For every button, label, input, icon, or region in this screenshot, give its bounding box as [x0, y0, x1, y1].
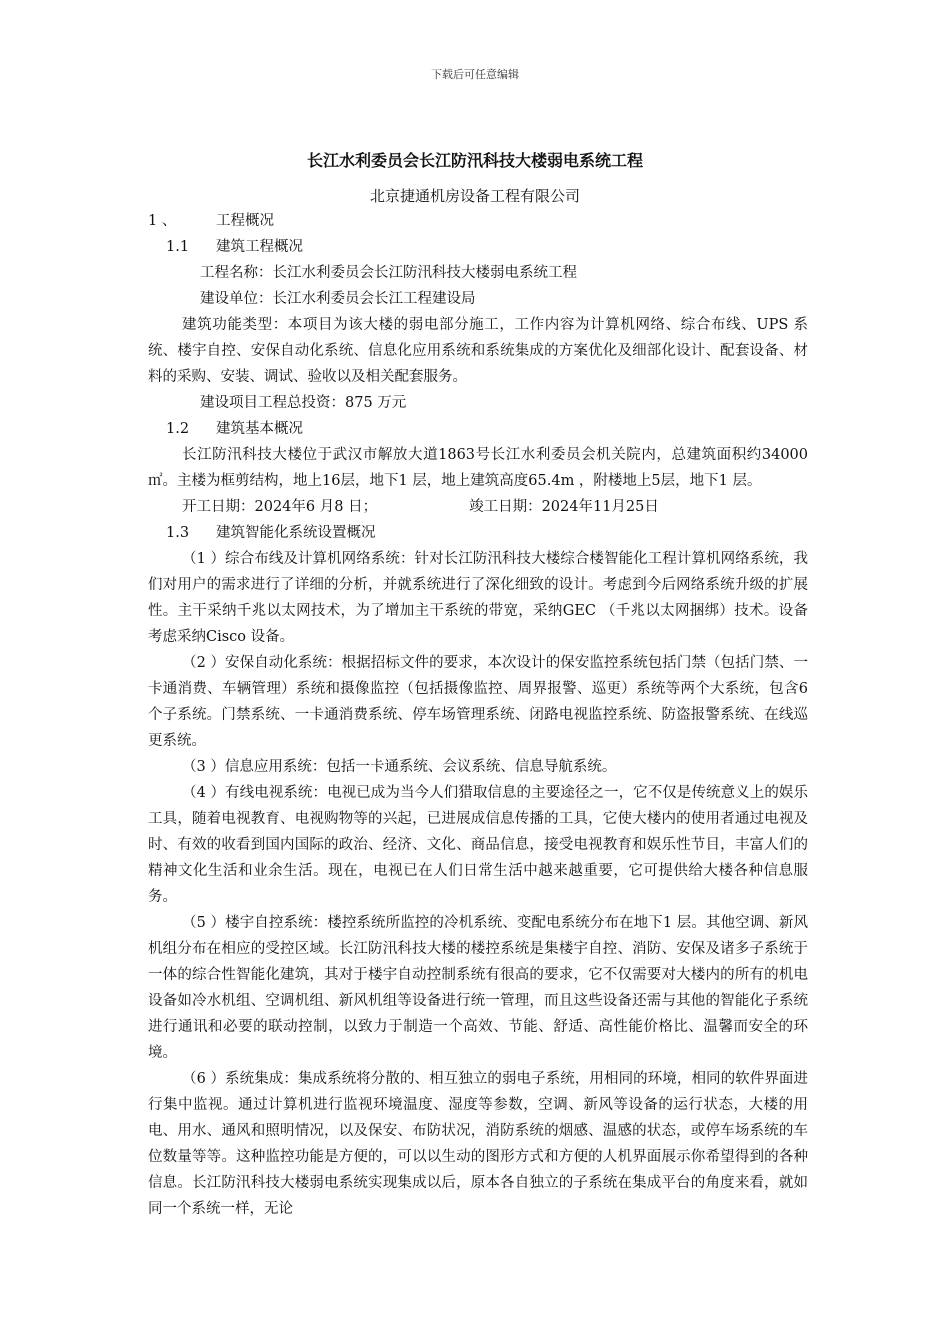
section-number: 1.3 — [166, 525, 190, 541]
builder-line: 建设单位：长江水利委员会长江工程建设局 — [200, 291, 476, 307]
project-name-line: 工程名称：长江水利委员会长江防汛科技大楼弱电系统工程 — [200, 265, 577, 281]
section-label: 建筑工程概况 — [216, 239, 303, 255]
function-paragraph: 建筑功能类型：本项目为该大楼的弱电部分施工，工作内容为计算机网络、综合布线、UPS 系统、楼宇自控、安保自动化系统、信息化应用系统和系统集成的方案优化及细部化设计、配套设备、材料的采购、安装、调试、验收以及相关配套服务。 — [148, 317, 808, 385]
investment-line: 建设项目工程总投资：875 万元 — [200, 395, 407, 411]
system-item: （2 ）安保自动化系统：根据招标文件的要求，本次设计的保安监控系统包括门禁（包括门禁、一卡通消费、车辆管理）系统和摄像监控（包括摄像监控、周界报警、巡更）系统等两个大系统，包含6 个子系统。门禁系统、一卡通消费系统、停车场管理系统、闭路电视监控系统、防盗报警系统、在线巡更系统。 — [148, 655, 808, 749]
system-item: （3 ）信息应用系统：包括一卡通系统、会议系统、信息导航系统。 — [182, 759, 617, 775]
section-number: 1.2 — [166, 421, 190, 437]
start-date: 开工日期：2024年6 月8 日； — [182, 499, 378, 515]
system-item: （6 ）系统集成：集成系统将分散的、相互独立的弱电子系统，用相同的环境，相同的软件界面进行集中监视。通过计算机进行监视环境温度、湿度等参数，空调、新风等设备的运行状态，大楼的用电、用水、通风和照明情况，以及保安、布防状况，消防系统的烟感、温感的状态，或停车场系统的车位数量等等。这种监控功能是方便的，可以以生动的图形方式和方便的人机界面展示你希望得到的各种信息。长江防汛科技大楼弱电系统实现集成以后，原本各自独立的子系统在集成平台的角度来看，就如同一个系统一样，无论 — [148, 1071, 808, 1217]
section-label: 工程概况 — [216, 213, 274, 229]
section-heading-1-2 — [148, 416, 808, 442]
system-item: （1 ）综合布线及计算机网络系统：针对长江防汛科技大楼综合楼智能化工程计算机网络系统，我们对用户的需求进行了详细的分析，并就系统进行了深化细致的设计。考虑到今后网络系统升级的扩展性。主干采纳千兆以太网技术，为了增加主干系统的带宽，采纳GEC （千兆以太网捆绑）技术。设备考虑采纳Cisco 设备。 — [148, 551, 808, 645]
section-number: 1 、 — [148, 213, 177, 229]
document-title: 长江水利委员会长江防汛科技大楼弱电系统工程 — [306, 151, 643, 170]
dates-line — [148, 494, 808, 520]
section-label: 建筑智能化系统设置概况 — [216, 525, 376, 541]
section-heading-1-3 — [148, 520, 808, 546]
document-body — [148, 208, 808, 1222]
system-item: （4 ）有线电视系统：电视已成为当今人们猎取信息的主要途径之一，它不仅是传统意义上的娱乐工具，随着电视教育、电视购物等的兴起，已进展成信息传播的工具，它使大楼内的使用者通过电视及时、有效的收看到国内国际的政治、经济、文化、商品信息，接受电视教育和娱乐性节目，丰富人们的精神文化生活和业余生活。现在，电视已在人们日常生活中越来越重要，它可提供给大楼各种信息服务。 — [148, 785, 808, 905]
building-description: 长江防汛科技大楼位于武汉市解放大道1863号长江水利委员会机关院内，总建筑面积约34000 ㎡。主楼为框剪结构，地上16层，地下1 层，地上建筑高度65.4m ，附楼地上5层，地下1 层。 — [148, 447, 808, 489]
section-heading-1 — [148, 208, 808, 234]
header-note: 下载后可任意编辑 — [431, 68, 519, 81]
system-item: （5 ）楼宇自控系统：楼控系统所监控的冷机系统、变配电系统分布在地下1 层。其他空调、新风机组分布在相应的受控区域。长江防汛科技大楼的楼控系统是集楼宇自控、消防、安保及诸多子系统于一体的综合性智能化建筑，其对于楼宇自动控制系统有很高的要求，它不仅需要对大楼内的所有的机电设备如冷水机组、空调机组、新风机组等设备进行统一管理，而且这些设备还需与其他的智能化子系统进行通讯和必要的联动控制，以致力于制造一个高效、节能、舒适、高性能价格比、温馨而安全的环境。 — [148, 915, 808, 1061]
section-number: 1.1 — [166, 239, 190, 255]
section-heading-1-1 — [148, 234, 808, 260]
company-name: 北京捷通机房设备工程有限公司 — [369, 187, 580, 205]
section-label: 建筑基本概况 — [216, 421, 303, 437]
end-date: 竣工日期：2024年11月25日 — [469, 499, 659, 515]
